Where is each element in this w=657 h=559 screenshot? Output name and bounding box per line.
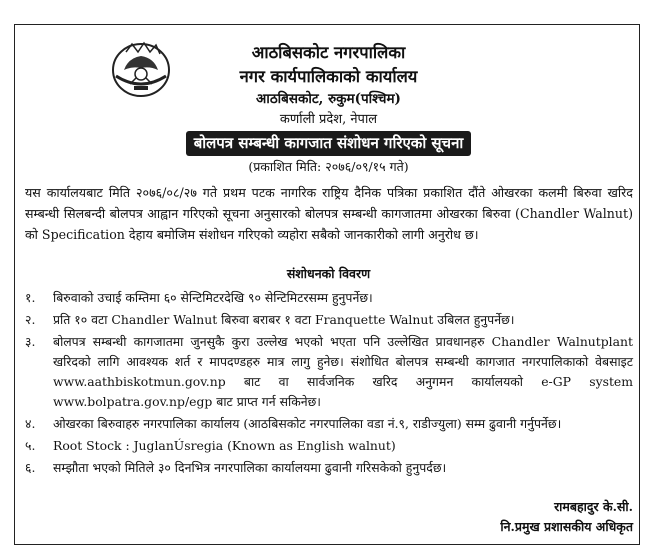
list-item (25, 458, 633, 478)
item-text: Root Stock : JuglanÚsregia (Known as English walnut) (53, 438, 396, 453)
item-text: बोलपत्र सम्बन्धी कागजातमा जुनसुकै कुरा उल्लेख भएको भएता पनि उल्लेखित प्रावधानहरु Chandler Walnutplant खरिदको लागि आवश्यक शर्त र मापदण्डहरु मात्र लागु हुनेछ। संशोधित बोलपत्र सम्बन्धी कागजात नगरपालिकाको वेबसाइट www.aathbiskotmun.gov.np बाट वा सार्वजनिक खरिद अनुगमन कार्यालयको e-GP system www.bolpatra.gov.np/egp बाट प्राप्त गर्न सकिनेछ। (53, 334, 633, 409)
published-date: (प्रकाशित मिति: २०७६/०९/१५ गते) (248, 159, 409, 174)
list-item (25, 414, 633, 434)
list-item (25, 310, 633, 330)
item-number: ४. (25, 416, 36, 431)
item-number: ५. (25, 438, 36, 453)
signatory-designation: नि.प्रमुख प्रशासकीय अधिकृत (500, 519, 633, 534)
notice-title-wrap (0, 131, 657, 156)
list-item (25, 332, 633, 412)
notice-title: बोलपत्र सम्बन्धी कागजात संशोधन गरिएको सूचना (186, 131, 472, 156)
province: कर्णाली प्रदेश, नेपाल (279, 112, 378, 127)
item-number: ६. (25, 460, 36, 475)
office-name: नगर कार्यपालिकाको कार्यालय (239, 67, 418, 86)
item-text: बिरुवाको उचाई कम्तिमा ६० सेन्टिमिटरदेखि ९० सेन्टिमिटरसम्म हुनुपर्नेछ। (53, 290, 373, 305)
amendments-list (25, 288, 633, 480)
item-number: १. (25, 290, 36, 305)
list-item (25, 436, 633, 456)
org-name: आठबिसकोट नगरपालिका (251, 43, 406, 62)
list-item (25, 288, 633, 308)
notice-body: यस कार्यालयबाट मिति २०७६/०८/२७ गते प्रथम पटक नागरिक राष्ट्रिय दैनिक पत्रिका प्रकाशित दौंते ओखरका कलमी बिरुवा खरिद सम्बन्धी सिलबन्दी बोलपत्र आह्वान गरिएको सूचना अनुसारको बोलपत्र सम्बन्धी कागजातमा ओखरका बिरुवा (Chandler Walnut) को Specification देहाय बमोजिम संशोधन गरिएको व्यहोरा सबैको जानकारीको लागी अनुरोध छ। (25, 185, 633, 242)
item-text: ओखरका बिरुवाहरु नगरपालिका कार्यालय (आठबिसकोट नगरपालिका वडा नं.९, राडीज्युला) सम्म ढुवानी गर्नुपर्नेछ। (53, 416, 562, 431)
item-number: ३. (25, 334, 36, 349)
amendments-heading: संशोधनको विवरण (286, 266, 371, 281)
address: आठबिसकोट, रुकुम(पश्चिम) (256, 91, 401, 107)
item-text: प्रति १० वटा Chandler Walnut बिरुवा बराबर १ वटा Franquette Walnut उबिलत हुनुपर्नेछ। (53, 312, 515, 327)
signatory-name: रामबहादुर के.सी. (554, 499, 633, 514)
item-number: २. (25, 312, 36, 327)
item-text: सम्झौता भएको मितिले ३० दिनभित्र नगरपालिका कार्यालयमा ढुवानी गरिसकेको हुनुपर्दछ। (53, 460, 447, 475)
